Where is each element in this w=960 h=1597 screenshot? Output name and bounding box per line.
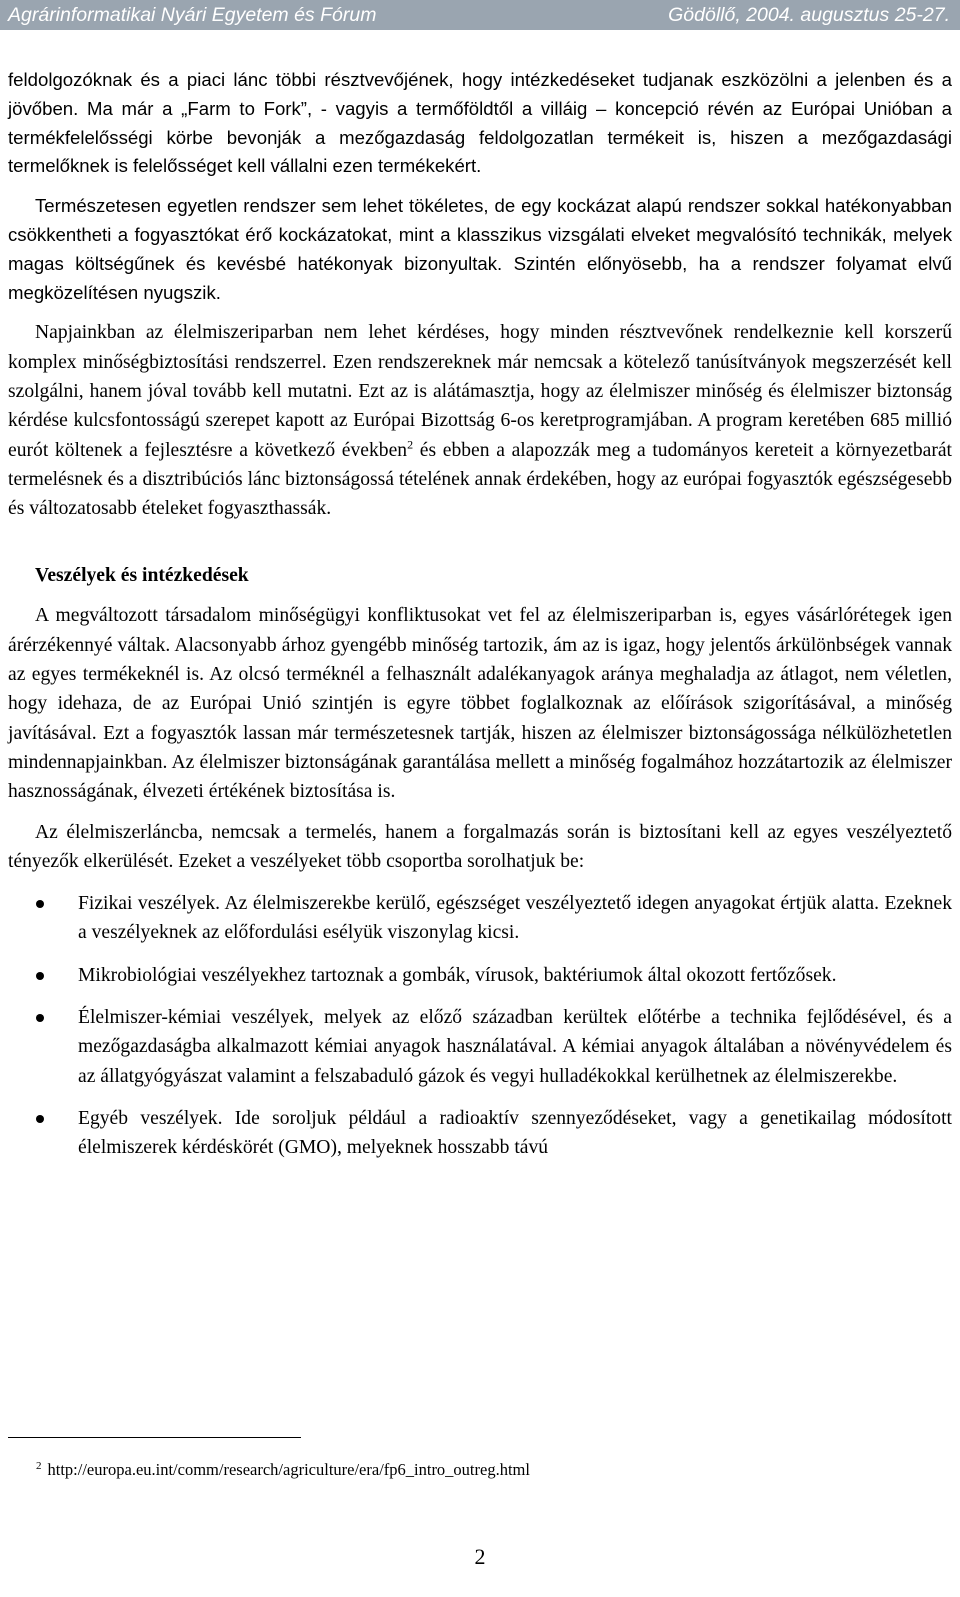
paragraph-risk-based-system: Természetesen egyetlen rendszer sem lehet tökéletes, de egy kockázat alapú rendszer sokkal hatékonyabban csökkentheti a fogyasztókat érő kockázatokat, mint a klasszikus vizsgálati elveket megvalósító technikák, melyek magas költségűnek és kevésbé hatékonyak bizonyultak. Szintén előnyösebb, ha a rendszer folyamat elvű megközelítésen nyugszik.	[8, 195, 952, 303]
footnote	[36, 1460, 530, 1480]
bullet-icon	[36, 1115, 44, 1123]
section-heading: Veszélyek és intézkedések	[35, 565, 249, 587]
hazard-list-item-chemical	[8, 1003, 952, 1091]
hazard-list-item-microbiological	[8, 961, 952, 990]
header-conference-title: Agrárinformatikai Nyári Egyetem és Fórum	[8, 3, 377, 26]
footnote-url[interactable]: http://europa.eu.int/comm/research/agriculture/era/fp6_intro_outreg.html	[47, 1460, 530, 1479]
paragraph-changed-society: A megváltozott társadalom minőségügyi konfliktusokat vet fel az élelmiszeriparban is, egyes vásárlórétegek igen árérzékennyé váltak. Alacsonyabb árhoz gyengébb minőség tartozik, ám az is igaz, hogy jelentős árkülönbségek vannak az egyes termékeknél is. Az olcsó terméknél a felhasznált adalékanyagok aránya meghaladja az átlagot, nem véletlen, hogy idehaza, de az Európai Unió szintjén is egyre többet foglalkoznak az előírások szigorításával, a minőség javításával. Ezt a fogyasztók lassan már természetesnek tartják, hiszen az élelmiszer biztonságossága nélkülözhetetlen mindennapjainkban. Az élelmiszer biztonságának garantálása mellett a minőség fogalmához hozzátartozik az élelmiszer hasznosságának, élvezeti értékének biztosítása is.	[8, 605, 952, 803]
hazard-text: Mikrobiológiai veszélyekhez tartoznak a gombák, vírusok, baktériumok által okozott fertőzősek.	[78, 964, 837, 986]
paragraph-farm-to-fork: feldolgozóknak és a piaci lánc többi résztvevőjének, hogy intézkedéseket tudjanak eszközölni a jelenben és a jövőben. Ma már a „Farm to Fork”, - vagyis a termőföldtől a villáig – koncepció révén az Európai Unióban a termékfelelősségi körbe bevonják a mezőgazdaság feldolgozatlan termékeit is, hiszen a mezőgazdasági termelőknek is felelősséget kell vállalni ezen termékekért.	[8, 69, 952, 177]
hazard-list-item-other	[8, 1104, 952, 1163]
footnote-reference: 2	[407, 437, 414, 452]
paragraph-quality-assurance	[8, 318, 952, 523]
document-body	[8, 66, 952, 1176]
footnote-number: 2	[36, 1459, 42, 1472]
hazard-list-item-physical	[8, 889, 952, 948]
page-header	[0, 0, 960, 30]
paragraph-quality-assurance-text-2: és ebben a alapozzák meg a tudományos kereteit a környezetbarát termelésnek és a disztribúciós lánc biztonságossá tételének annak érdekében, hogy az európai fogyasztók egészségesebb és változatosabb ételeket fogyaszthassák.	[8, 439, 952, 520]
paragraph-food-chain: Az élelmiszerláncba, nemcsak a termelés, hanem a forgalmazás során is biztosítani kell az egyes veszélyeztető tényezők elkerülését. Ezeket a veszélyeket több csoportba sorolhatjuk be:	[8, 821, 952, 872]
bullet-icon	[36, 900, 44, 908]
bullet-icon	[36, 1014, 44, 1022]
header-date-location: Gödöllő, 2004. augusztus 25-27.	[668, 3, 950, 26]
hazard-text: Élelmiszer-kémiai veszélyek, melyek az előző században kerültek előtérbe a technika fejlődésével, és a mezőgazdaságba alkalmazott kémiai anyagok használatával. A kémiai anyagok általában a növényvédelem és az állatgyógyászat valamint a felszabaduló gázok és vegyi hulladékokkal kerülhetnek az élelmiszerekbe.	[78, 1007, 952, 1087]
page-number: 2	[474, 1544, 486, 1569]
paragraph-quality-assurance-text-1: Napjainkban az élelmiszeriparban nem lehet kérdéses, hogy minden résztvevőnek rendelkeznie kell korszerű komplex minőségbiztosítási rendszerrel. Ezen rendszereknek már nemcsak a kötelező tanúsítványok megszerzését kell szolgálni, hanem jóval tovább kell mutatni. Ezt az is alátámasztja, hogy az élelmiszer minőség és élelmiszer biztonság kérdése kulcsfontosságú szerepet kapott az Európai Bizottság 6-os keretprogramjában. A program keretében 685 millió eurót költenek a fejlesztésre a következő években	[8, 322, 952, 461]
bullet-icon	[36, 972, 44, 980]
hazard-text: Egyéb veszélyek. Ide soroljuk például a radioaktív szennyeződéseket, vagy a genetikailag módosított élelmiszerek kérdéskörét (GMO), melyeknek hosszabb távú	[78, 1107, 952, 1159]
hazard-text: Fizikai veszélyek. Az élelmiszerekbe kerülő, egészséget veszélyeztető idegen anyagokat értjük alatta. Ezeknek a veszélyeknek az előfordulási esélyük viszonylag kicsi.	[78, 893, 952, 944]
footnote-divider	[8, 1437, 301, 1438]
hazard-list	[8, 889, 952, 1162]
